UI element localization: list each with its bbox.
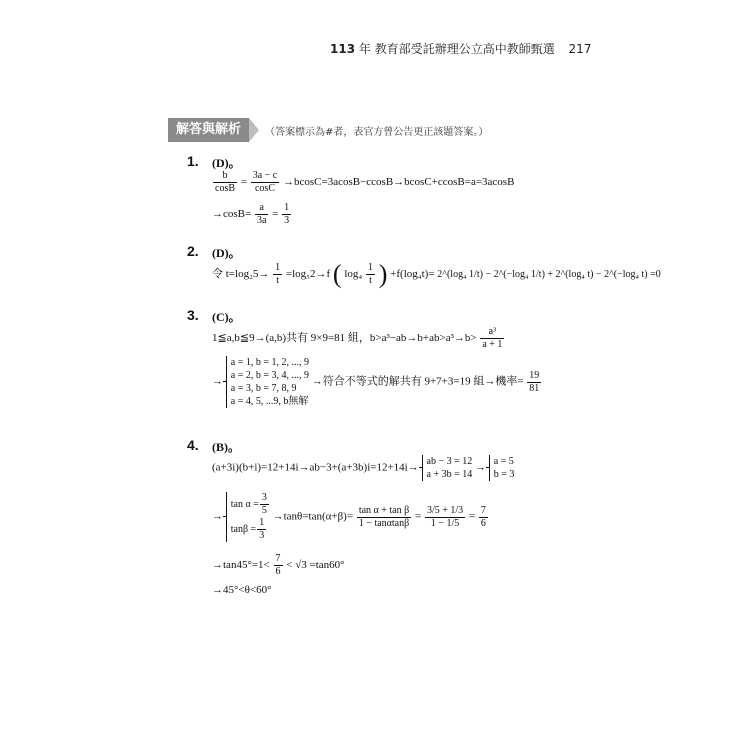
q4-frac-den: 1 − tanαtanβ <box>358 517 410 529</box>
question-2-answer: (D)。 <box>212 246 241 260</box>
q3-fraction <box>527 370 541 395</box>
q4-text: < √3 =tan60° <box>286 559 345 572</box>
q1-fraction <box>282 202 291 227</box>
q2-log: log₄ <box>344 268 363 281</box>
q3-text: 1≦a,b≦9→(a,b)共有 9×9=81 組，b>a³−ab→b+ab>a³→b> <box>212 332 477 345</box>
q1-frac-den: 3 <box>284 215 290 226</box>
q3-text: → <box>212 375 223 388</box>
page-number: 217 <box>568 42 592 56</box>
q4-frac-num: tan α + tan β <box>358 504 410 516</box>
header-title: 年 教育部受託辦理公立高中教師甄選 <box>358 42 555 56</box>
q1-line-2-text: →cosB= <box>212 208 252 221</box>
q1-frac-den: cosB <box>215 183 235 194</box>
banner-label: 解答與解析 <box>168 118 249 142</box>
q1-frac-num: b <box>213 170 237 183</box>
q1-frac-num: 3a − c <box>252 170 278 181</box>
q4-text: tanβ = <box>230 523 257 535</box>
q3-line-2 <box>212 356 542 408</box>
q1-line-1 <box>212 170 514 195</box>
q4-equation: a = 5 <box>493 456 514 467</box>
q1-frac-den: cosC <box>254 183 275 194</box>
question-4-answer: (B)。 <box>212 440 240 454</box>
question-3-answer: (C)。 <box>212 310 241 324</box>
q3-case: a = 4, 5, ...9, b無解 <box>230 396 309 407</box>
q3-case: a = 1, b = 1, 2, ..., 9 <box>230 357 309 368</box>
q4-text: tan α = <box>230 498 259 510</box>
q2-open-paren: ( <box>332 259 342 289</box>
question-1-number: 1. <box>187 153 199 169</box>
q2-text: =log₅2→f <box>285 268 331 281</box>
q4-line-4: →45°<θ<60° <box>212 584 272 596</box>
q1-fraction <box>213 170 237 195</box>
q1-frac-num: 1 <box>284 202 290 213</box>
q4-frac-den: 1 − 1/5 <box>430 517 460 529</box>
q4-frac-den: 3 <box>259 530 265 541</box>
q2-fraction <box>366 262 375 287</box>
question-4-number: 4. <box>187 437 199 453</box>
q4-text: (a+3i)(b+i)=12+14i→ab−3+(a+3b)i=12+14i→ <box>212 461 419 474</box>
q4-text: → <box>212 510 223 523</box>
q4-line-3 <box>212 553 345 578</box>
question-2-number: 2. <box>187 243 199 259</box>
q2-tail: 2^(log₄ 1/t) − 2^(−log₄ 1/t) + 2^(log₄ t) − 2^(−log₄ t) =0 <box>437 269 661 281</box>
q4-equation: b = 3 <box>493 469 515 480</box>
question-1-answer: (D)。 <box>212 156 241 170</box>
header-year: 113 <box>330 42 356 56</box>
q4-text: →tan45°=1< <box>212 559 270 572</box>
q1-frac-num: a <box>255 202 268 215</box>
q2-frac-den: t <box>276 275 280 286</box>
banner-arrow-shape <box>249 118 259 142</box>
q2-frac-den: t <box>369 275 372 286</box>
q4-system-brace <box>422 455 473 481</box>
page-header <box>330 40 591 57</box>
q3-case: a = 3, b = 7, 8, 9 <box>230 383 297 394</box>
q3-fraction <box>480 326 504 351</box>
q4-solution-brace <box>489 455 515 481</box>
q4-frac-num: 7 <box>480 504 486 516</box>
q3-line-1 <box>212 326 505 351</box>
q4-text: → <box>474 461 486 474</box>
q4-fraction <box>260 492 269 517</box>
q4-frac-num: 7 <box>275 553 281 564</box>
q4-frac-den: 6 <box>275 566 281 577</box>
q3-case: a = 2, b = 3, 4, ..., 9 <box>230 370 309 381</box>
q4-equation: ab − 3 = 12 <box>426 456 473 467</box>
q1-frac-den: 3a <box>256 215 267 226</box>
q3-text: →符合不等式的解共有 9+7+3=19 組→機率= <box>311 375 524 388</box>
q4-fraction <box>274 553 283 578</box>
q2-frac-num: 1 <box>368 262 373 273</box>
question-3-number: 3. <box>187 307 199 323</box>
q4-equation: a + 3b = 14 <box>426 469 473 480</box>
q4-tan-alpha <box>231 492 270 517</box>
q4-frac-num: 3 <box>261 492 267 503</box>
q4-frac-den: 6 <box>480 517 486 529</box>
q2-line-1 <box>212 259 661 289</box>
q4-frac-den: 5 <box>261 505 267 516</box>
q3-frac-num: 19 <box>529 369 540 381</box>
q4-eq: = <box>468 510 476 523</box>
q4-text: →tanθ=tan(α+β)= <box>272 510 354 523</box>
q3-frac-num: a³ <box>480 326 504 339</box>
q3-frac-den: a + 1 <box>482 339 503 350</box>
answer-banner <box>168 118 488 142</box>
q4-line-2: → tan α = $\frac{3}{5}$ tanβ = $\frac{1}{3}$ →tanθ=tan(α+β)= $\frac{\text{tan α + tan β}}{1 - \tan\alpha\tan\beta}$ = $\frac{3/5 + 1/3}{1 - 1/5}$ = $\frac{7}{6}$ <box>212 492 486 541</box>
q4-frac-num: 3/5 + 1/3 <box>426 504 464 516</box>
q2-text: 令 t=log₂5→ <box>212 268 270 281</box>
q4-tan-beta <box>231 517 270 542</box>
q2-fraction <box>273 262 282 287</box>
q1-fraction <box>255 202 268 227</box>
q1-line-1-text: →bcosC=3acosB−ccosB→bcosC+ccosB=a=3acosB <box>283 176 515 189</box>
q4-tan-brace <box>226 492 270 542</box>
q4-fraction <box>479 505 488 530</box>
q2-close-paren: ) <box>378 259 388 289</box>
q1-eq: = <box>240 176 247 189</box>
q3-frac-den: 81 <box>529 382 540 394</box>
banner-note: （答案標示為#者，表官方曾公告更正該題答案。） <box>265 126 489 138</box>
q4-line-1 <box>212 455 514 481</box>
q2-frac-num: 1 <box>275 262 281 273</box>
q1-fraction <box>251 170 280 195</box>
q4-fraction <box>257 517 266 542</box>
q1-eq: = <box>272 208 279 221</box>
q4-compound-fraction <box>425 505 465 530</box>
q3-case-brace <box>226 356 309 408</box>
q2-text: +f(log₄t)= <box>390 268 435 281</box>
q1-line-2 <box>212 202 292 227</box>
q4-frac-num: 1 <box>259 517 265 528</box>
q4-fraction <box>357 505 411 530</box>
